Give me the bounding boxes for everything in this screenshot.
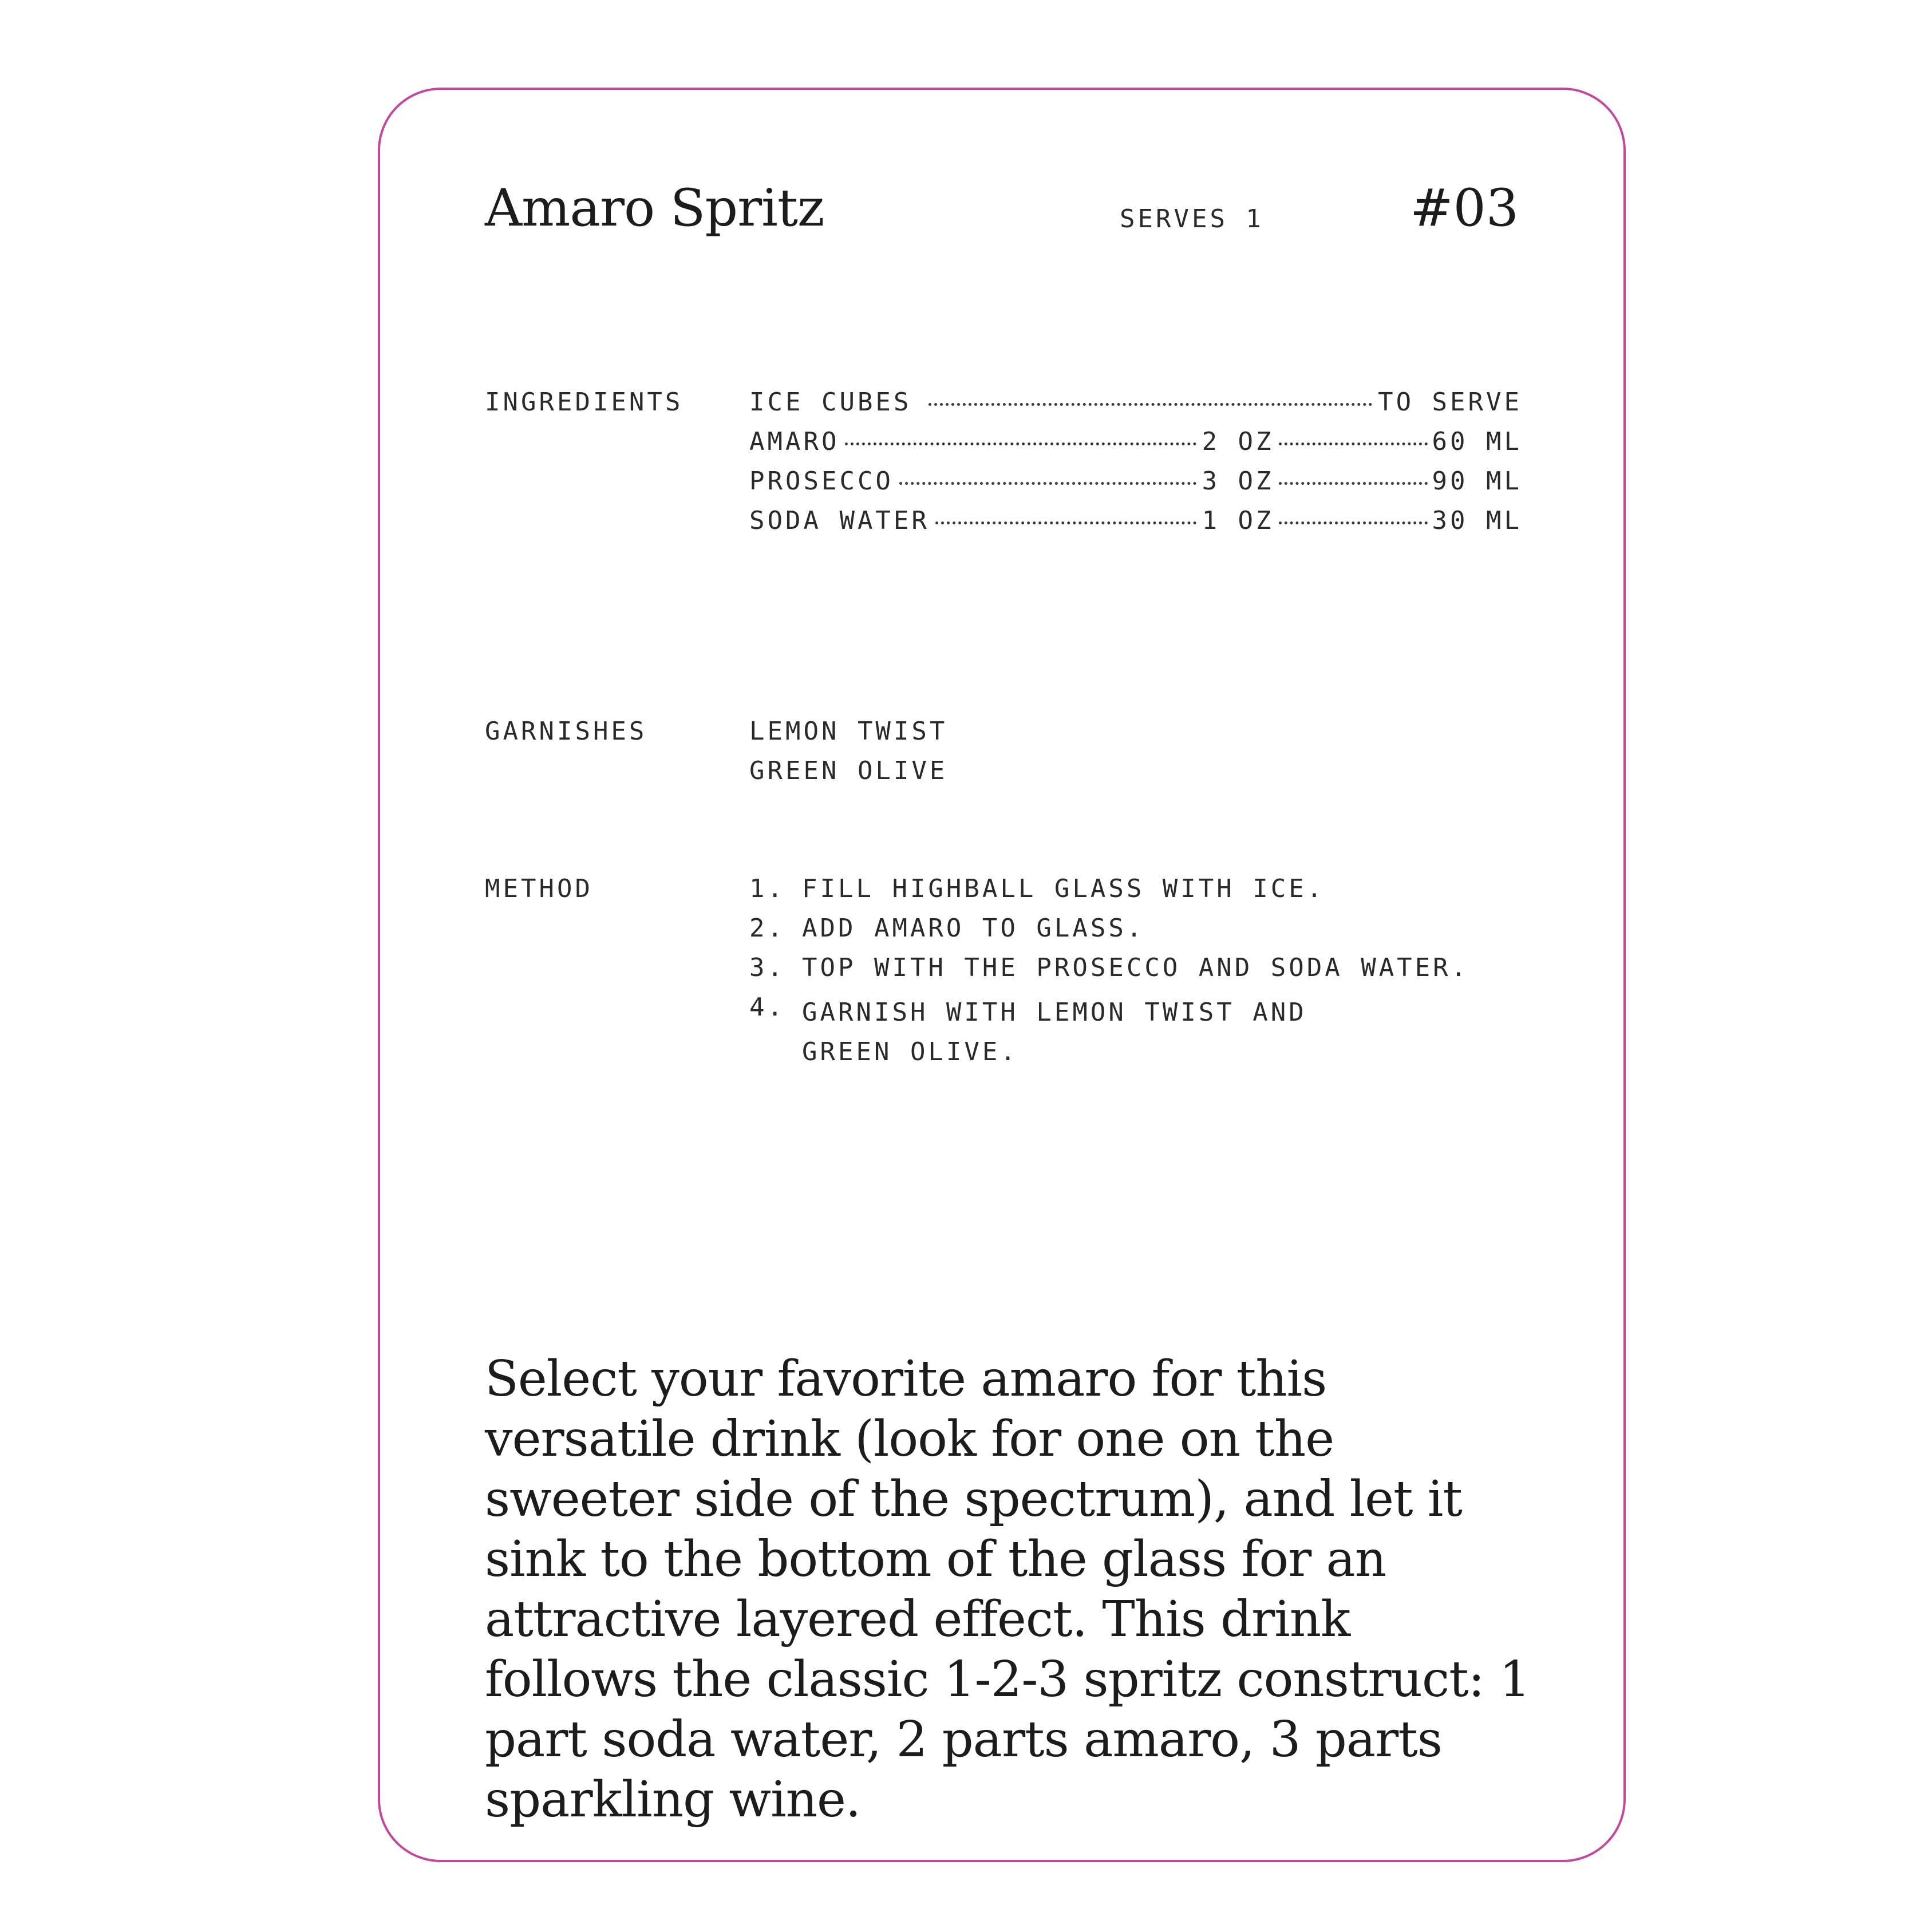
leader-dots	[1279, 442, 1428, 445]
leader-dots	[1279, 521, 1428, 524]
leader-dots	[899, 482, 1196, 485]
step-text: GARNISH WITH LEMON TWIST AND GREEN OLIVE.	[802, 998, 1307, 1066]
leader-dots	[929, 403, 1372, 406]
ingredient-row	[749, 506, 1522, 546]
step-text: ADD AMARO TO GLASS.	[802, 914, 1145, 943]
recipe-description: Select your favorite amaro for this versatile drink (look for one on the sweeter side of the spectrum), and let it sink to the bottom of the glass for an attractive layered effect. This drink follows the classic 1-2-3 spritz construct: 1 part soda water, 2 parts amaro, 3 parts sparkling wine.	[485, 1350, 1530, 1828]
recipe-card	[378, 88, 1626, 1862]
recipe-number: #03	[1410, 178, 1519, 238]
ingredient-row	[749, 467, 1522, 506]
ingredients-label: INGREDIENTS	[485, 388, 683, 417]
ingredient-ml: TO SERVE	[1378, 388, 1522, 417]
leader-dots	[935, 521, 1196, 524]
ingredient-oz: 3 OZ	[1202, 467, 1274, 496]
ingredient-name: AMARO	[749, 427, 840, 456]
leader-dots	[1279, 482, 1428, 485]
ingredient-oz: 1 OZ	[1202, 506, 1274, 535]
ingredient-name: ICE CUBES	[749, 388, 912, 417]
method-step	[749, 953, 1469, 993]
ingredient-ml: 30 ML	[1432, 506, 1522, 535]
serves-count: SERVES 1	[1120, 204, 1264, 234]
step-text: TOP WITH THE PROSECCO AND SODA WATER.	[802, 953, 1469, 982]
garnish-item: GREEN OLIVE	[749, 756, 948, 785]
ingredient-name: SODA WATER	[749, 506, 930, 535]
ingredient-ml: 60 ML	[1432, 427, 1522, 456]
method-step	[749, 914, 1469, 953]
method-step	[749, 874, 1469, 914]
step-number: 2.	[749, 914, 785, 943]
ingredients-list	[749, 388, 1522, 546]
method-step	[749, 993, 1469, 1072]
ingredient-ml: 90 ML	[1432, 467, 1522, 496]
ingredient-name: PROSECCO	[749, 467, 894, 496]
leader-dots	[845, 442, 1196, 445]
garnishes-list	[749, 717, 947, 796]
garnishes-label: GARNISHES	[485, 717, 647, 746]
ingredient-row	[749, 388, 1522, 427]
step-number: 4.	[749, 993, 785, 1022]
ingredient-oz: 2 OZ	[1202, 427, 1274, 456]
method-steps	[749, 874, 1469, 1072]
method-label: METHOD	[485, 874, 593, 903]
step-text: FILL HIGHBALL GLASS WITH ICE.	[802, 874, 1325, 903]
ingredient-row	[749, 427, 1522, 467]
step-number: 1.	[749, 874, 785, 903]
garnish-item: LEMON TWIST	[749, 717, 948, 746]
recipe-title: Amaro Spritz	[485, 178, 824, 238]
step-number: 3.	[749, 953, 785, 982]
